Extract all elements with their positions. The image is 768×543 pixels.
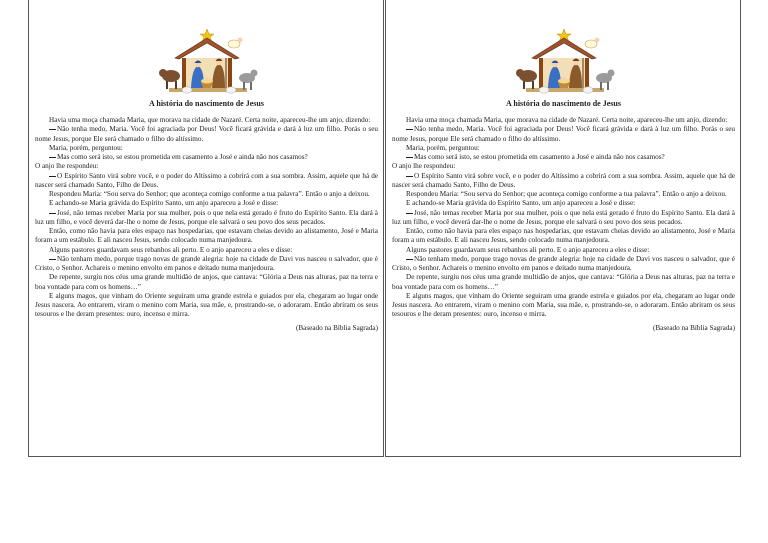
paragraph: Então, como não havia para eles espaço nas hospedarias, que estavam cheias devido ao alistamento, José e Maria foram a um estábulo. E ali nasceu Jesus, sendo colocado numa manjedoura. [35, 227, 378, 245]
paragraph: Então, como não havia para eles espaço nas hospedarias, que estavam cheias devido ao alistamento, José e Maria foram a um estábulo. E ali nasceu Jesus, sendo colocado numa manjedoura. [392, 227, 735, 245]
worksheet-page-left [28, 0, 384, 457]
source-citation: (Baseado na Bíblia Sagrada) [295, 323, 378, 332]
paragraph: E alguns magos, que vinham do Oriente seguiram uma grande estrela e guiados por ela, chegaram ao lugar onde Jesus nascera. Ao entrarem, viram o menino com Maria, sua mãe, e, prostrando-se, o adoraram. Então abriram os seus tesouros e lhe deram presentes: ouro, incenso e mirra. [392, 291, 735, 319]
dialogue-line: Não tenham medo, porque trago novas de grande alegria: hoje na cidade de Davi vos nasceu o salvador, que é Cristo, o Senhor. Achareis o menino envolto em panos e deitado numa manjedoura. [392, 254, 735, 272]
dialogue-line: O Espírito Santo virá sobre você, e o poder do Altíssimo a cobrirá com a sua sombra. Assim, aquele que há de nascer será chamado Santo, Filho de Deus. [392, 171, 735, 189]
dialogue-line: Não tenha medo, Maria. Você foi agraciada por Deus! Você ficará grávida e dará à luz um filho. Porás o seu nome Jesus, porque Ele será chamado o filho do altíssimo. [392, 125, 735, 143]
paragraph: Havia uma moça chamada Maria, que morava na cidade de Nazaré. Certa noite, apareceu-lhe um anjo, dizendo: [406, 116, 728, 124]
dialogue-line: O Espírito Santo virá sobre você, e o poder do Altíssimo a cobrirá com a sua sombra. Assim, aquele que há de nascer será chamado Santo, Filho de Deus. [35, 171, 378, 189]
paragraph: Alguns pastores guardavam seus rebanhos ali perto. E o anjo apareceu a eles e disse: [49, 245, 293, 254]
nativity-scene-icon [151, 28, 263, 96]
nativity-scene-icon [508, 28, 620, 96]
story-body [392, 116, 735, 320]
dialogue-line: Não tenham medo, porque trago novas de grande alegria: hoje na cidade de Davi vos nasceu o salvador, que é Cristo, o Senhor. Achareis o menino envolto em panos e deitado numa manjedoura. [35, 254, 378, 272]
paragraph: Maria, porém, perguntou: [49, 143, 123, 152]
paragraph: De repente, surgiu nos céus uma grande multidão de anjos, que cantava: “Glória a Deus nas alturas, paz na terra e boa vontade para com os homens…” [35, 273, 378, 291]
story-title: A história do nascimento de Jesus [149, 99, 264, 108]
paragraph: Alguns pastores guardavam seus rebanhos ali perto. E o anjo apareceu a eles e disse: [406, 245, 650, 254]
paragraph: De repente, surgiu nos céus uma grande multidão de anjos, que cantava: “Glória a Deus nas alturas, paz na terra e boa vontade para com os homens…” [392, 273, 735, 291]
paragraph: O anjo lhe respondeu: [392, 162, 456, 171]
dialogue-line: Mas como será isto, se estou prometida em casamento a José e ainda não nos casamos? [35, 153, 378, 162]
paragraph: E alguns magos, que vinham do Oriente seguiram uma grande estrela e guiados por ela, chegaram ao lugar onde Jesus nascera. Ao entrarem, viram o menino com Maria, sua mãe, e, prostrando-se, o adoraram. Então abriram os seus tesouros e lhe deram presentes: ouro, incenso e mirra. [35, 291, 378, 319]
paragraph: E achando-se Maria grávida do Espírito Santo, um anjo apareceu a José e disse: [49, 199, 279, 208]
dialogue-line: José, não temas receber Maria por sua mulher, pois o que nela está gerado é fruto do Espírito Santo. Ela dará à luz um filho, e você deverá dar-lhe o nome de Jesus, porque ele salvará o seu povo dos seus pecados. [392, 208, 735, 226]
paragraph: Respondeu Maria: “Sou serva do Senhor; que aconteça comigo conforme a tua palavra”. Então o anjo a deixou. [49, 190, 370, 198]
story-body [35, 116, 378, 320]
paragraph: Respondeu Maria: “Sou serva do Senhor; que aconteça comigo conforme a tua palavra”. Então o anjo a deixou. [406, 190, 727, 198]
paragraph: Maria, porém, perguntou: [406, 143, 480, 152]
dialogue-line: José, não temas receber Maria por sua mulher, pois o que nela está gerado é fruto do Espírito Santo. Ela dará à luz um filho, e você deverá dar-lhe o nome de Jesus, porque ele salvará o seu povo dos seus pecados. [35, 208, 378, 226]
dialogue-line: Mas como será isto, se estou prometida em casamento a José e ainda não nos casamos? [392, 153, 735, 162]
paragraph: E achando-se Maria grávida do Espírito Santo, um anjo apareceu a José e disse: [406, 199, 636, 208]
source-citation: (Baseado na Bíblia Sagrada) [652, 323, 735, 332]
dialogue-line: Não tenha medo, Maria. Você foi agraciada por Deus! Você ficará grávida e dará à luz um filho. Porás o seu nome Jesus, porque Ele será chamado o filho do altíssimo. [35, 125, 378, 143]
paragraph: O anjo lhe respondeu: [35, 162, 99, 171]
story-title: A história do nascimento de Jesus [506, 99, 621, 108]
paragraph: Havia uma moça chamada Maria, que morava na cidade de Nazaré. Certa noite, apareceu-lhe um anjo, dizendo: [49, 116, 371, 124]
worksheet-page-right [385, 0, 741, 457]
